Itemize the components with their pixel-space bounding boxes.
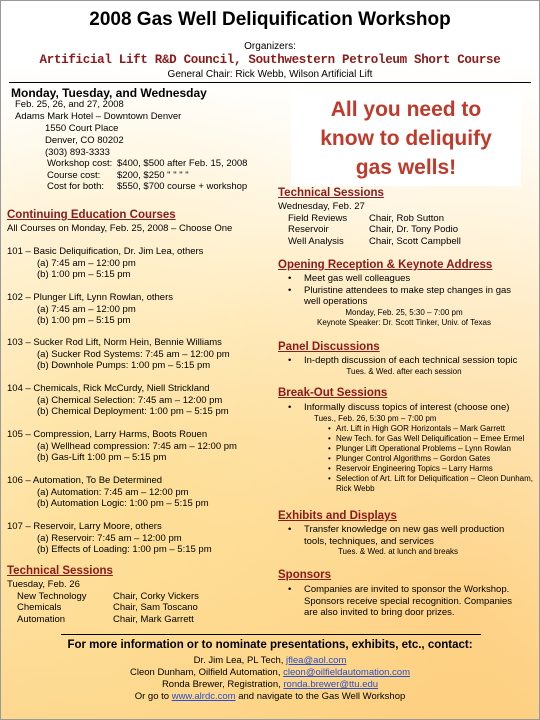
course-session: (a) Chemical Selection: 7:45 am – 12:00 pm: [37, 394, 223, 406]
courses-heading: Continuing Education Courses: [7, 209, 176, 221]
contact-email-link[interactable]: jflea@aol.com: [286, 655, 347, 666]
breakout-topic: • Plunger Lift Operational Problems – Lynn Rowlan: [278, 444, 536, 454]
general-chair: General Chair: Rick Webb, Wilson Artificial Lift: [167, 69, 373, 80]
breakout-list: [278, 414, 536, 494]
tuesday-sessions: [7, 579, 199, 625]
panel-bullet: • In-depth discussion of each technical session topic: [278, 355, 530, 367]
course-session: (a) 7:45 am – 12:00 pm: [37, 257, 136, 269]
wednesday-sessions-heading: Technical Sessions: [278, 187, 384, 199]
breakout-topic: • New Tech. for Gas Well Deliquification – Emee Ermel: [278, 434, 536, 444]
course-session: (b) Effects of Loading: 1:00 pm – 5:15 pm: [37, 544, 212, 555]
exhibits-heading: Exhibits and Displays: [278, 510, 397, 522]
course-session: (b) Gas-Lift 1:00 pm – 5:15 pm: [37, 452, 167, 463]
opening-block: [278, 273, 530, 328]
keynote-speaker: Keynote Speaker: Dr. Scott Tinker, Univ. of Texas: [316, 317, 491, 327]
session-row: [278, 213, 461, 225]
session-topic: Automation: [17, 613, 66, 625]
contact-person: Dr. Jim Lea, PL Tech,: [193, 655, 287, 666]
session-row: [278, 224, 461, 236]
breakout-block: [278, 402, 536, 494]
venue-phone: (303) 893-3333: [45, 147, 110, 158]
session-chair: Chair, Rob Sutton: [369, 212, 444, 224]
contact-block: [1, 655, 539, 703]
course-session: (a) Wellhead compression: 7:45 am – 12:00 pm: [37, 440, 237, 452]
tuesday-sessions-heading: Technical Sessions: [7, 565, 113, 577]
contact-email-link[interactable]: ronda.brewer@ttu.edu: [283, 679, 379, 690]
session-row: [7, 591, 199, 603]
contact-prefix: Or go to: [134, 691, 172, 702]
slogan-line: know to deliquify: [320, 127, 492, 150]
contact-line: [1, 667, 539, 679]
wednesday-sessions: [278, 201, 461, 247]
course-title: 105 – Compression, Larry Harms, Boots Rouen: [7, 429, 208, 440]
cost-table: [47, 158, 247, 193]
course-104: [7, 383, 229, 418]
course-title: 102 – Plunger Lift, Lynn Rowlan, others: [7, 292, 173, 303]
session-chair: Chair, Mark Garrett: [113, 613, 194, 625]
course-session: (b) Automation Logic: 1:00 pm – 5:15 pm: [37, 498, 209, 509]
slogan-line: All you need to: [330, 98, 482, 121]
exhibits-block: [278, 524, 518, 557]
session-row: [278, 236, 461, 248]
cost-value: $550, $700 course + workshop: [117, 181, 248, 192]
cost-label: Workshop cost:: [47, 158, 113, 169]
course-title: 107 – Reservoir, Larry Moore, others: [7, 521, 162, 532]
dates-line: Feb. 25, 26, and 27, 2008: [15, 99, 124, 110]
session-day: Tuesday, Feb. 26: [7, 579, 80, 590]
contact-suffix: and navigate to the Gas Well Workshop: [235, 691, 406, 702]
page-title: 2008 Gas Well Deliquification Workshop: [89, 9, 451, 30]
course-107: [7, 521, 212, 556]
contact-line: [1, 691, 539, 703]
dates-heading: Monday, Tuesday, and Wednesday: [11, 86, 207, 100]
breakout-topic: • Reservoir Engineering Topics – Larry Harms: [278, 464, 536, 474]
slogan-box: [291, 91, 521, 186]
courses-subheading: All Courses on Monday, Feb. 25, 2008 – Choose One: [7, 223, 233, 234]
course-session: (b) 1:00 pm – 5:15 pm: [37, 315, 131, 326]
contact-heading: For more information or to nominate presentations, exhibits, etc., contact:: [67, 639, 473, 651]
session-topic: Chemicals: [17, 602, 62, 613]
website-link[interactable]: www.alrdc.com: [171, 691, 236, 702]
course-session: (a) Sucker Rod Systems: 7:45 am – 12:00 pm: [37, 348, 230, 360]
header-divider: [9, 82, 531, 83]
venue-block: [15, 99, 181, 159]
course-session: (a) Reservoir: 7:45 am – 12:00 pm: [37, 532, 182, 544]
contact-person: Ronda Brewer, Registration,: [161, 679, 284, 690]
breakout-topic: • Plunger Control Algorithms – Gordon Gates: [278, 454, 536, 464]
course-106: [7, 475, 209, 510]
organizers-label: Organizers:: [244, 41, 296, 52]
contact-person: Cleon Dunham, Oilfield Automation,: [129, 667, 284, 678]
session-topic: Field Reviews: [288, 212, 348, 224]
opening-bullet: • Meet gas well colleagues: [278, 273, 530, 285]
opening-bullet: • Pluristine attendees to make step changes in gas well operations: [278, 285, 530, 308]
session-chair: Chair, Sam Toscano: [113, 602, 198, 613]
cost-row: [47, 181, 247, 193]
session-day: Wednesday, Feb. 27: [278, 201, 365, 212]
cost-value: $400, $500 after Feb. 15, 2008: [117, 158, 248, 169]
course-105: [7, 429, 237, 464]
course-session: (a) Automation: 7:45 am – 12:00 pm: [37, 486, 189, 498]
course-session: (b) Downhole Pumps: 1:00 pm – 5:15 pm: [37, 360, 211, 371]
footer-divider: [61, 634, 481, 635]
course-session: (a) 7:45 am – 12:00 pm: [37, 303, 136, 315]
cost-value: $200, $250 " " " ": [117, 169, 189, 181]
panel-block: [278, 355, 530, 377]
breakout-topic: • Selection of Art. Lift for Deliquification – Cleon Dunham, Rick Webb: [278, 474, 536, 494]
cost-row: [47, 158, 247, 170]
session-chair: Chair, Dr. Tony Podio: [369, 224, 459, 235]
sponsors-block: [278, 584, 528, 619]
sponsors-heading: Sponsors: [278, 569, 332, 581]
contact-line: [1, 679, 539, 691]
course-title: 106 – Automation, To Be Determined: [7, 475, 163, 486]
session-chair: Chair, Scott Campbell: [369, 235, 461, 247]
exhibits-note: Tues. & Wed. at lunch and breaks: [337, 547, 459, 556]
session-chair: Chair, Corky Vickers: [113, 590, 199, 602]
course-103: [7, 337, 230, 372]
sponsors-bullet: • Companies are invited to sponsor the Workshop. Sponsors receive special recognition. Companies are also invited to bring door prizes.: [278, 584, 528, 619]
cost-row: [47, 170, 247, 182]
session-topic: New Technology: [17, 590, 87, 602]
breakout-time: Tues., Feb. 26, 5:30 pm – 7:00 pm: [314, 413, 437, 423]
course-session: (b) Chemical Deployment: 1:00 pm – 5:15 pm: [37, 406, 229, 417]
course-title: 103 – Sucker Rod Lift, Norm Hein, Bennie Williams: [7, 337, 222, 348]
venue-name: Adams Mark Hotel – Downtown Denver: [15, 111, 182, 122]
opening-heading: Opening Reception & Keynote Address: [278, 259, 493, 271]
cost-label: Course cost:: [47, 169, 101, 181]
course-title: 101 – Basic Deliquification, Dr. Jim Lea, others: [7, 246, 204, 257]
venue-address: 1550 Court Place: [45, 123, 119, 134]
panel-heading: Panel Discussions: [278, 341, 380, 353]
cost-label: Cost for both:: [47, 181, 105, 192]
course-session: (b) 1:00 pm – 5:15 pm: [37, 269, 131, 280]
slogan-line: gas wells!: [355, 156, 457, 179]
session-row: [7, 614, 199, 626]
venue-city: Denver, CO 80202: [45, 135, 124, 146]
breakout-heading: Break-Out Sessions: [278, 387, 388, 399]
session-topic: Well Analysis: [288, 235, 344, 247]
breakout-bullet: • Informally discuss topics of interest (choose one): [278, 402, 536, 414]
session-row: [7, 602, 199, 614]
session-topic: Reservoir: [288, 224, 329, 235]
course-101: [7, 246, 203, 281]
contact-email-link[interactable]: cleon@oilfieldautomation.com: [283, 667, 411, 678]
exhibits-bullet: • Transfer knowledge on new gas well production tools, techniques, and services: [278, 524, 518, 547]
panel-note: Tues. & Wed. after each session: [346, 366, 462, 376]
opening-time: Monday, Feb. 25, 5:30 – 7:00 pm: [345, 307, 463, 317]
organizers-names: Artificial Lift R&D Council, Southwestern Petroleum Short Course: [39, 53, 501, 67]
contact-line: [1, 655, 539, 667]
course-102: [7, 292, 173, 327]
breakout-topic: • Art. Lift in High GOR Horizontals – Mark Garrett: [278, 424, 536, 434]
course-title: 104 – Chemicals, Rick McCurdy, Niell Strickland: [7, 383, 210, 394]
